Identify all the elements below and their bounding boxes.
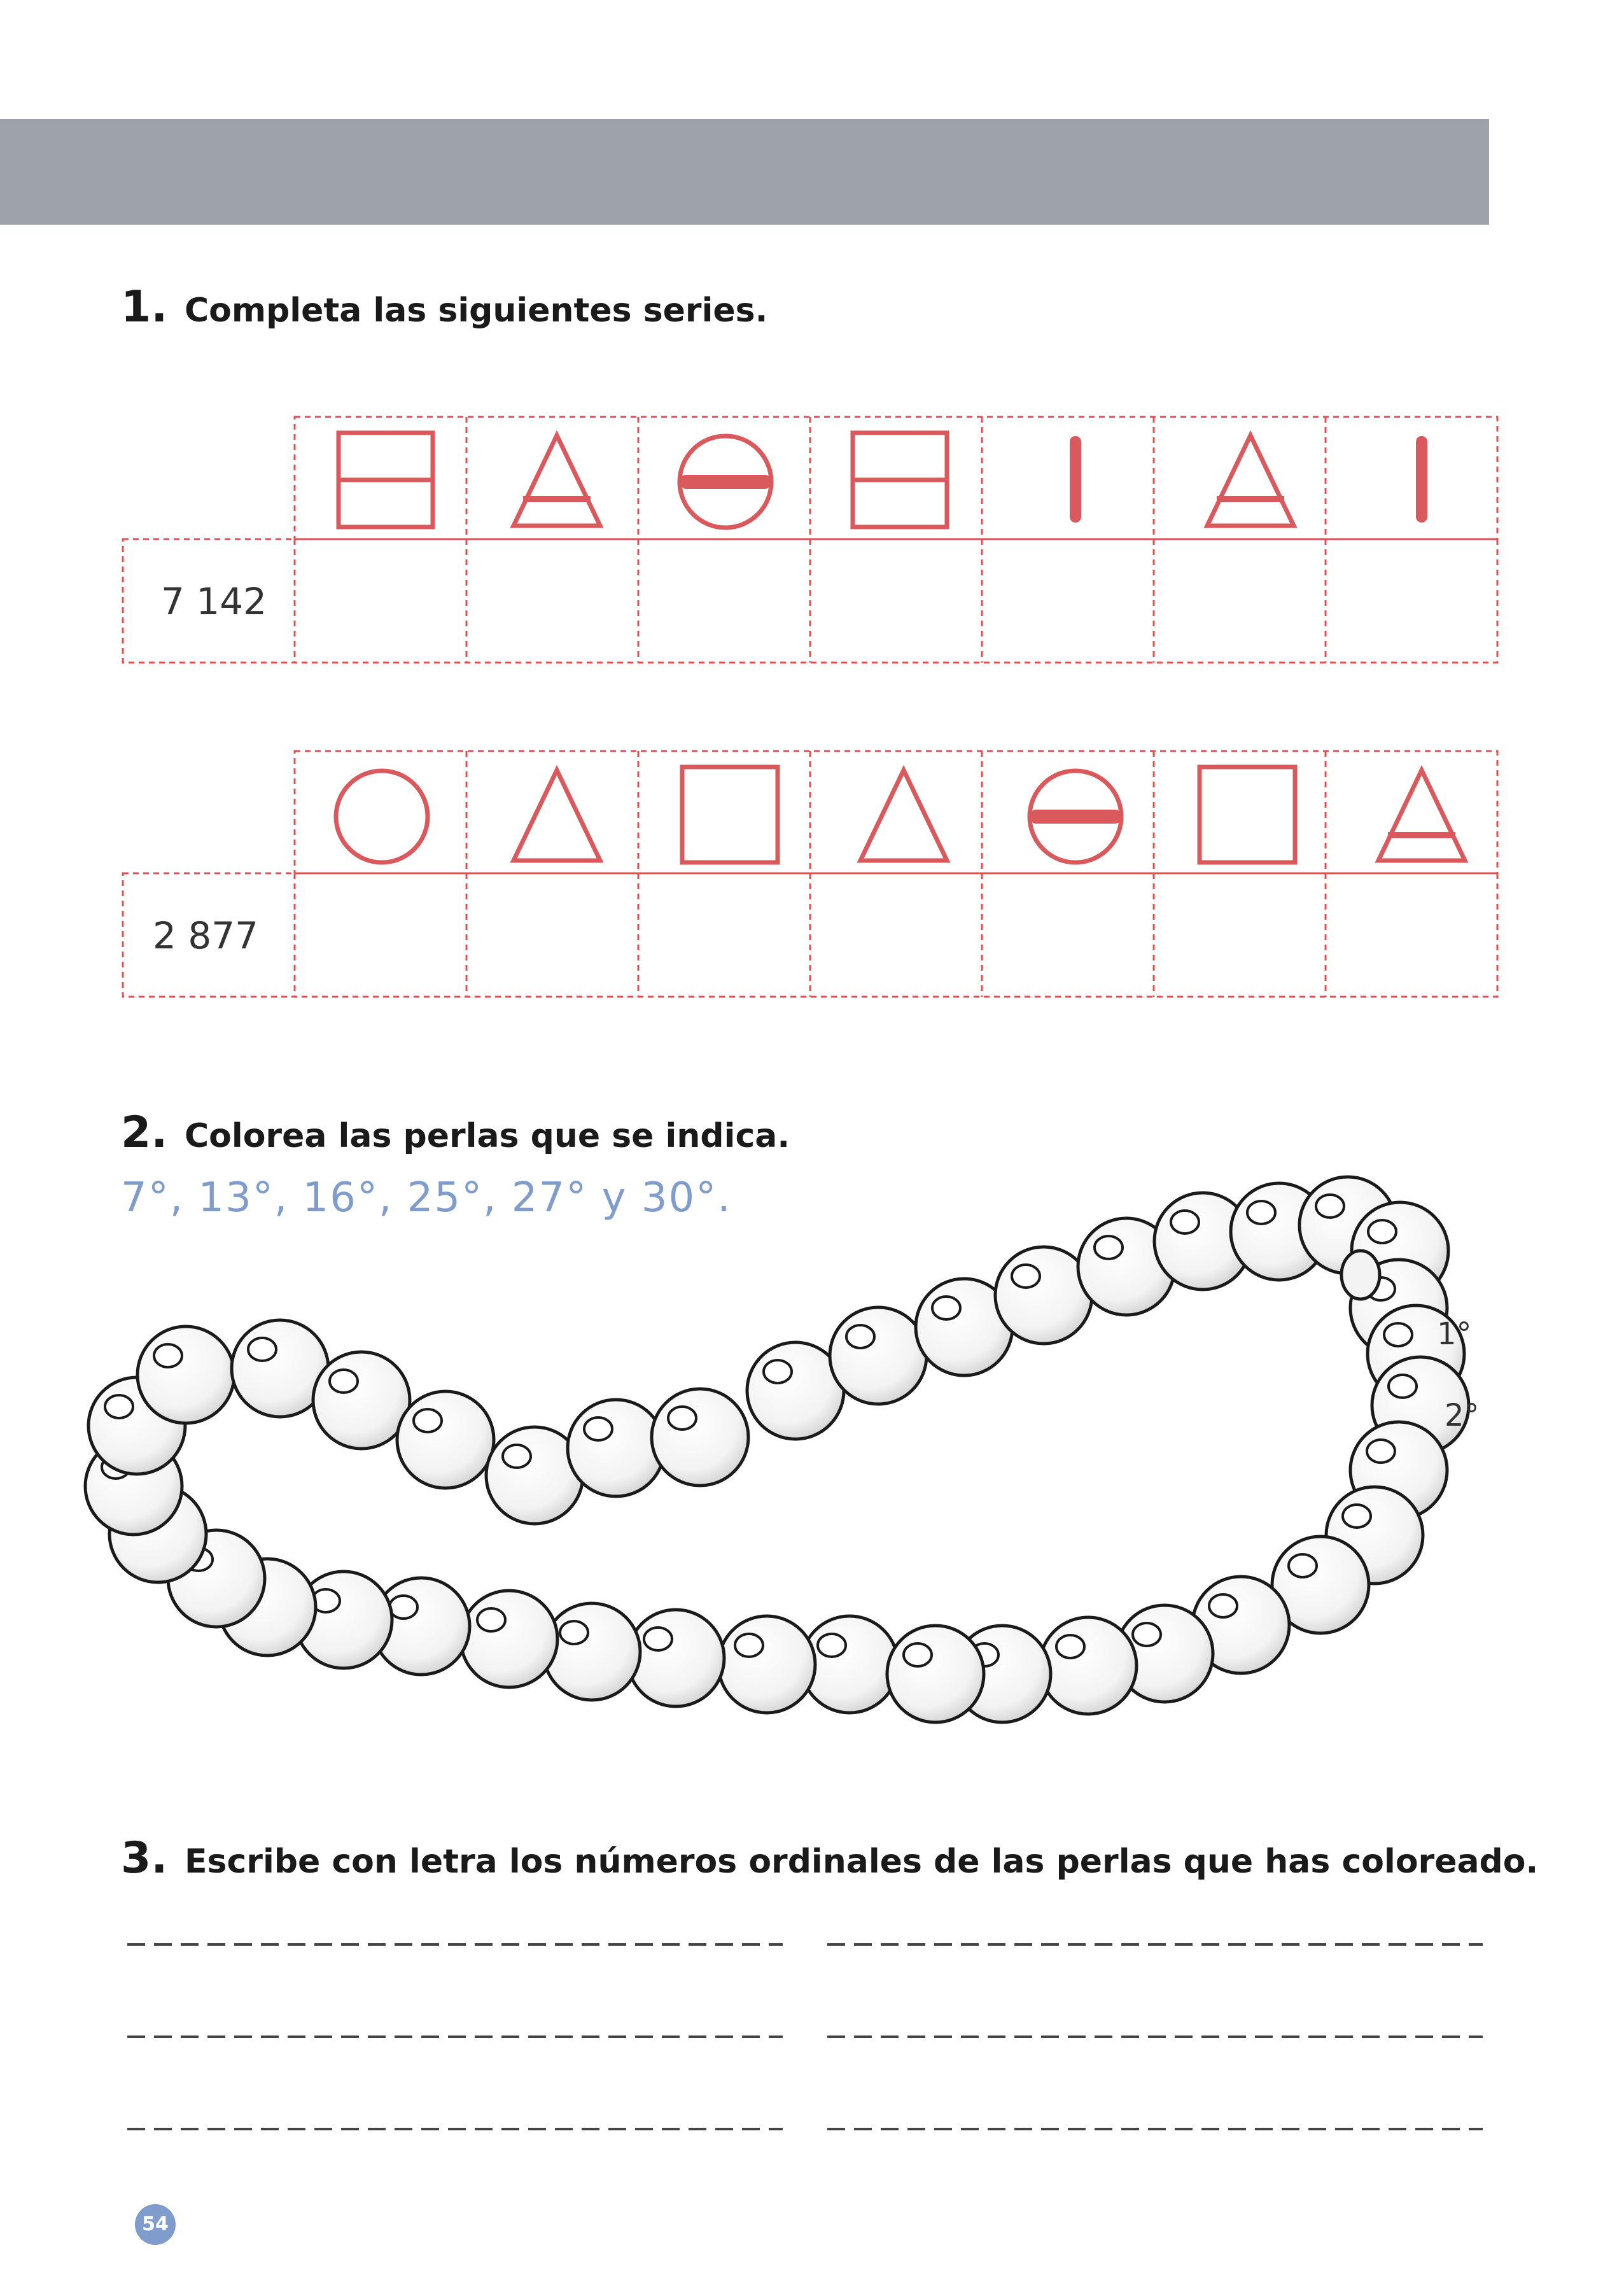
exercise-2-instruction: Colorea las perlas que se indica. [185,1117,790,1155]
square-icon [1200,767,1295,862]
necklace-clasp [1341,1251,1380,1299]
rect-split-icon [339,433,433,527]
exercise-3-instruction: Escribe con letra los números ordinales de las perlas que has coloreado. [185,1843,1539,1881]
triangle-icon [514,770,600,861]
series-1-start-value: 7 142 [161,580,267,623]
pearl[interactable] [568,1400,664,1496]
triangle-bar-icon [1378,770,1465,861]
pearl[interactable] [830,1307,927,1404]
page-number: 54 [135,2204,176,2245]
pearl[interactable] [461,1591,557,1687]
pearl[interactable] [718,1616,815,1713]
exercise-3-number: 3. [121,1833,168,1883]
series-2-start-value: 2 877 [153,914,259,957]
circle-bar-icon [680,436,771,528]
pearl[interactable] [313,1352,410,1449]
pearl-label-1: 1° [1437,1316,1472,1352]
pearl[interactable] [397,1391,494,1488]
pearl[interactable] [627,1610,724,1706]
pearl[interactable] [1040,1617,1137,1714]
square-icon [682,767,778,862]
exercise-1-number: 1. [121,282,168,332]
triangle-icon [860,770,947,861]
pearl-necklace [0,1165,1624,1789]
series-table-2-grid [123,751,1497,997]
pearl[interactable] [652,1389,748,1486]
page-title: REPASA [650,13,967,92]
rect-split-icon [853,433,947,527]
triangle-bar-icon [514,435,600,526]
series-table-1-grid [123,417,1497,663]
circle-bar-icon [1030,771,1121,862]
pearl[interactable] [137,1326,234,1423]
exercise-2-number: 2. [121,1107,168,1158]
answer-lines [0,1909,1624,2164]
pearl[interactable] [543,1603,640,1700]
pearl[interactable] [887,1626,984,1722]
circle-icon [336,771,428,862]
ordinals-hint: 7°, 13°, 16°, 25°, 27° y 30°. [121,1174,732,1221]
series-tables [0,0,1624,1050]
pearl-label-2: 2° [1445,1398,1480,1433]
triangle-bar-icon [1207,435,1294,526]
exercise-1-instruction: Completa las siguientes series. [185,292,768,330]
